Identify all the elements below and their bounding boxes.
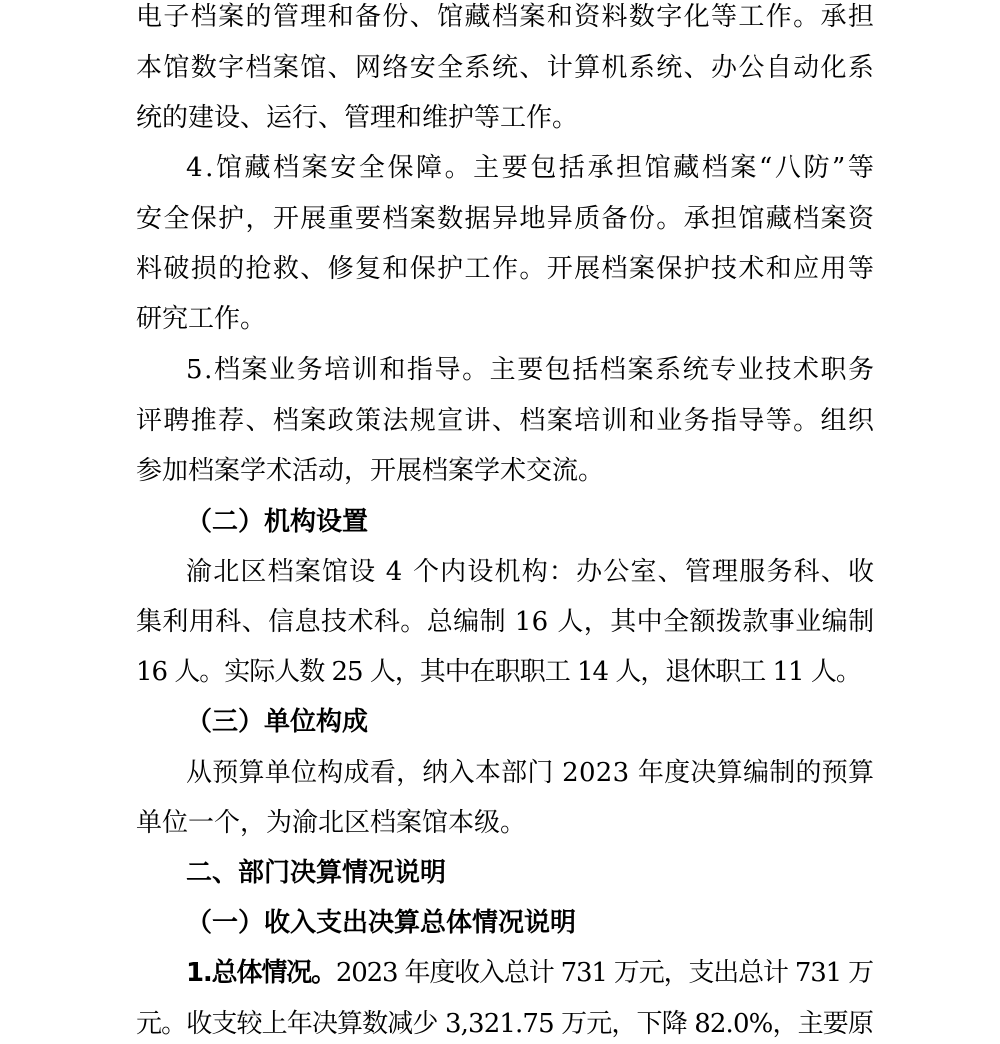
paragraph-line-21: 元。收支较上年决算数减少 3,321.75 万元，下降 82.0%，主要原 bbox=[136, 1009, 873, 1039]
paragraph-line-14: 16 人。实际人数 25 人，其中在职职工 14 人，退休职工 11 人。 bbox=[136, 657, 861, 687]
section-heading-income-expense: （一）收入支出决算总体情况说明 bbox=[186, 908, 577, 938]
section-heading-budget-explanation: 二、部门决算情况说明 bbox=[186, 858, 447, 888]
paragraph-line-9: 评聘推荐、档案政策法规宣讲、档案培训和业务指导等。组织 bbox=[136, 406, 876, 436]
section-heading-unit-composition: （三）单位构成 bbox=[186, 707, 369, 737]
paragraph-line-20 bbox=[186, 953, 873, 993]
section-heading-institution-setup: （二）机构设置 bbox=[186, 507, 369, 537]
overall-situation-label: 1.总体情况。 bbox=[186, 958, 336, 988]
paragraph-line-17: 单位一个，为渝北区档案馆本级。 bbox=[136, 808, 527, 838]
paragraph-line-2: 本馆数字档案馆、网络安全系统、计算机系统、办公自动化系 bbox=[136, 53, 876, 83]
paragraph-line-12: 渝北区档案馆设 4 个内设机构：办公室、管理服务科、收 bbox=[186, 557, 876, 587]
paragraph-line-8: 5.档案业务培训和指导。主要包括档案系统专业技术职务 bbox=[186, 355, 876, 385]
paragraph-line-3: 统的建设、运行、管理和维护等工作。 bbox=[136, 103, 579, 133]
paragraph-line-13: 集利用科、信息技术科。总编制 16 人，其中全额拨款事业编制 bbox=[136, 607, 875, 637]
paragraph-line-5: 安全保护，开展重要档案数据异地异质备份。承担馆藏档案资 bbox=[136, 204, 876, 234]
overall-situation-text: 2023 年度收入总计 731 万元，支出总计 731 万 bbox=[335, 958, 873, 988]
paragraph-line-7: 研究工作。 bbox=[136, 304, 267, 334]
paragraph-line-4: 4.馆藏档案安全保障。主要包括承担馆藏档案“八防”等 bbox=[186, 153, 877, 183]
paragraph-line-1: 电子档案的管理和备份、馆藏档案和资料数字化等工作。承担 bbox=[136, 2, 876, 32]
paragraph-line-6: 料破损的抢救、修复和保护工作。开展档案保护技术和应用等 bbox=[136, 254, 876, 284]
paragraph-line-10: 参加档案学术活动，开展档案学术交流。 bbox=[136, 456, 605, 486]
paragraph-line-16: 从预算单位构成看，纳入本部门 2023 年度决算编制的预算 bbox=[186, 758, 875, 788]
